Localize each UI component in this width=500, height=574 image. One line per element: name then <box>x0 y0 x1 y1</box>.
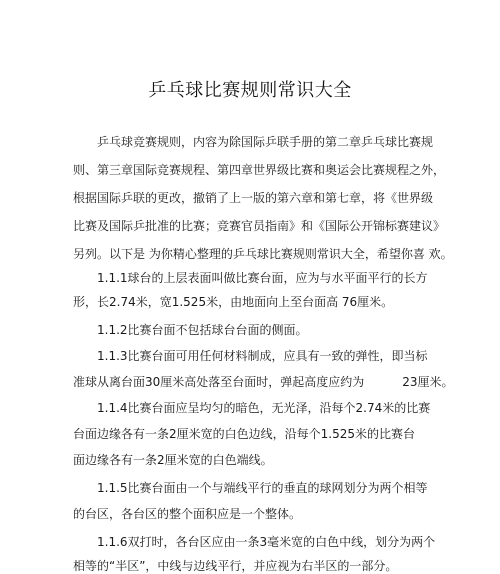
document-title: 乒乓球比赛规则常识大全 <box>148 80 352 101</box>
paragraph-line-value: 23厘米。 <box>402 375 454 389</box>
paragraph-line: 乒乓球竞赛规则，内容为除国际乒联手册的第二章乒乓球比赛规 <box>97 135 434 149</box>
paragraph-line: 1.1.2比赛台面不包括球台台面的侧面。 <box>97 323 308 337</box>
paragraph-line: 则、第三章国际竞赛规程、第四章世界级比赛和奥运会比赛规程之外， <box>73 163 446 177</box>
paragraph-line-text: 准球从离台面30厘米高处落至台面时，弹起高度应约为 <box>73 375 365 389</box>
paragraph-line: 相等的“半区”，中线与边线平行，并应视为右半区的一部分。 <box>73 559 398 573</box>
paragraph-line: 的台区，各台区的整个面积应是一个整体。 <box>73 507 302 521</box>
paragraph-line: 比赛及国际乒批准的比赛；竞赛官员指南》和《国际公开锦标赛建议》 <box>73 219 446 233</box>
paragraph-line <box>73 374 454 390</box>
paragraph-line: 1.1.1球台的上层表面叫做比赛台面，应为与水平面平行的长方 <box>97 271 428 285</box>
paragraph-line: 1.1.4比赛台面应呈均匀的暗色，无光泽，沿每个2.74米的比赛 <box>97 401 431 415</box>
paragraph-line: 形，长2.74米，宽1.525米，由地面向上至台面高 76厘米。 <box>73 295 394 309</box>
paragraph-line: 1.1.6双打时，各台区应由一条3毫米宽的白色中线，划分为两个 <box>97 535 436 549</box>
paragraph-line: 1.1.3比赛台面可用任何材料制成，应具有一致的弹性，即当标 <box>97 349 428 363</box>
paragraph-line: 另列。以下是 为你精心整理的乒乓球比赛规则常识大全，希望你喜 欢。 <box>73 247 453 261</box>
paragraph-line: 台面边缘各有一条2厘米宽的白色边线，沿每个1.525米的比赛台 <box>73 427 415 441</box>
paragraph-line: 根据国际乒联的更改，撤销了上一版的第六章和第七章，将《世界级 <box>73 191 434 205</box>
paragraph-line: 面边缘各有一条2厘米宽的白色端线。 <box>73 453 273 467</box>
paragraph-line: 1.1.5比赛台面由一个与端线平行的垂直的球网划分为两个相等 <box>97 481 428 495</box>
